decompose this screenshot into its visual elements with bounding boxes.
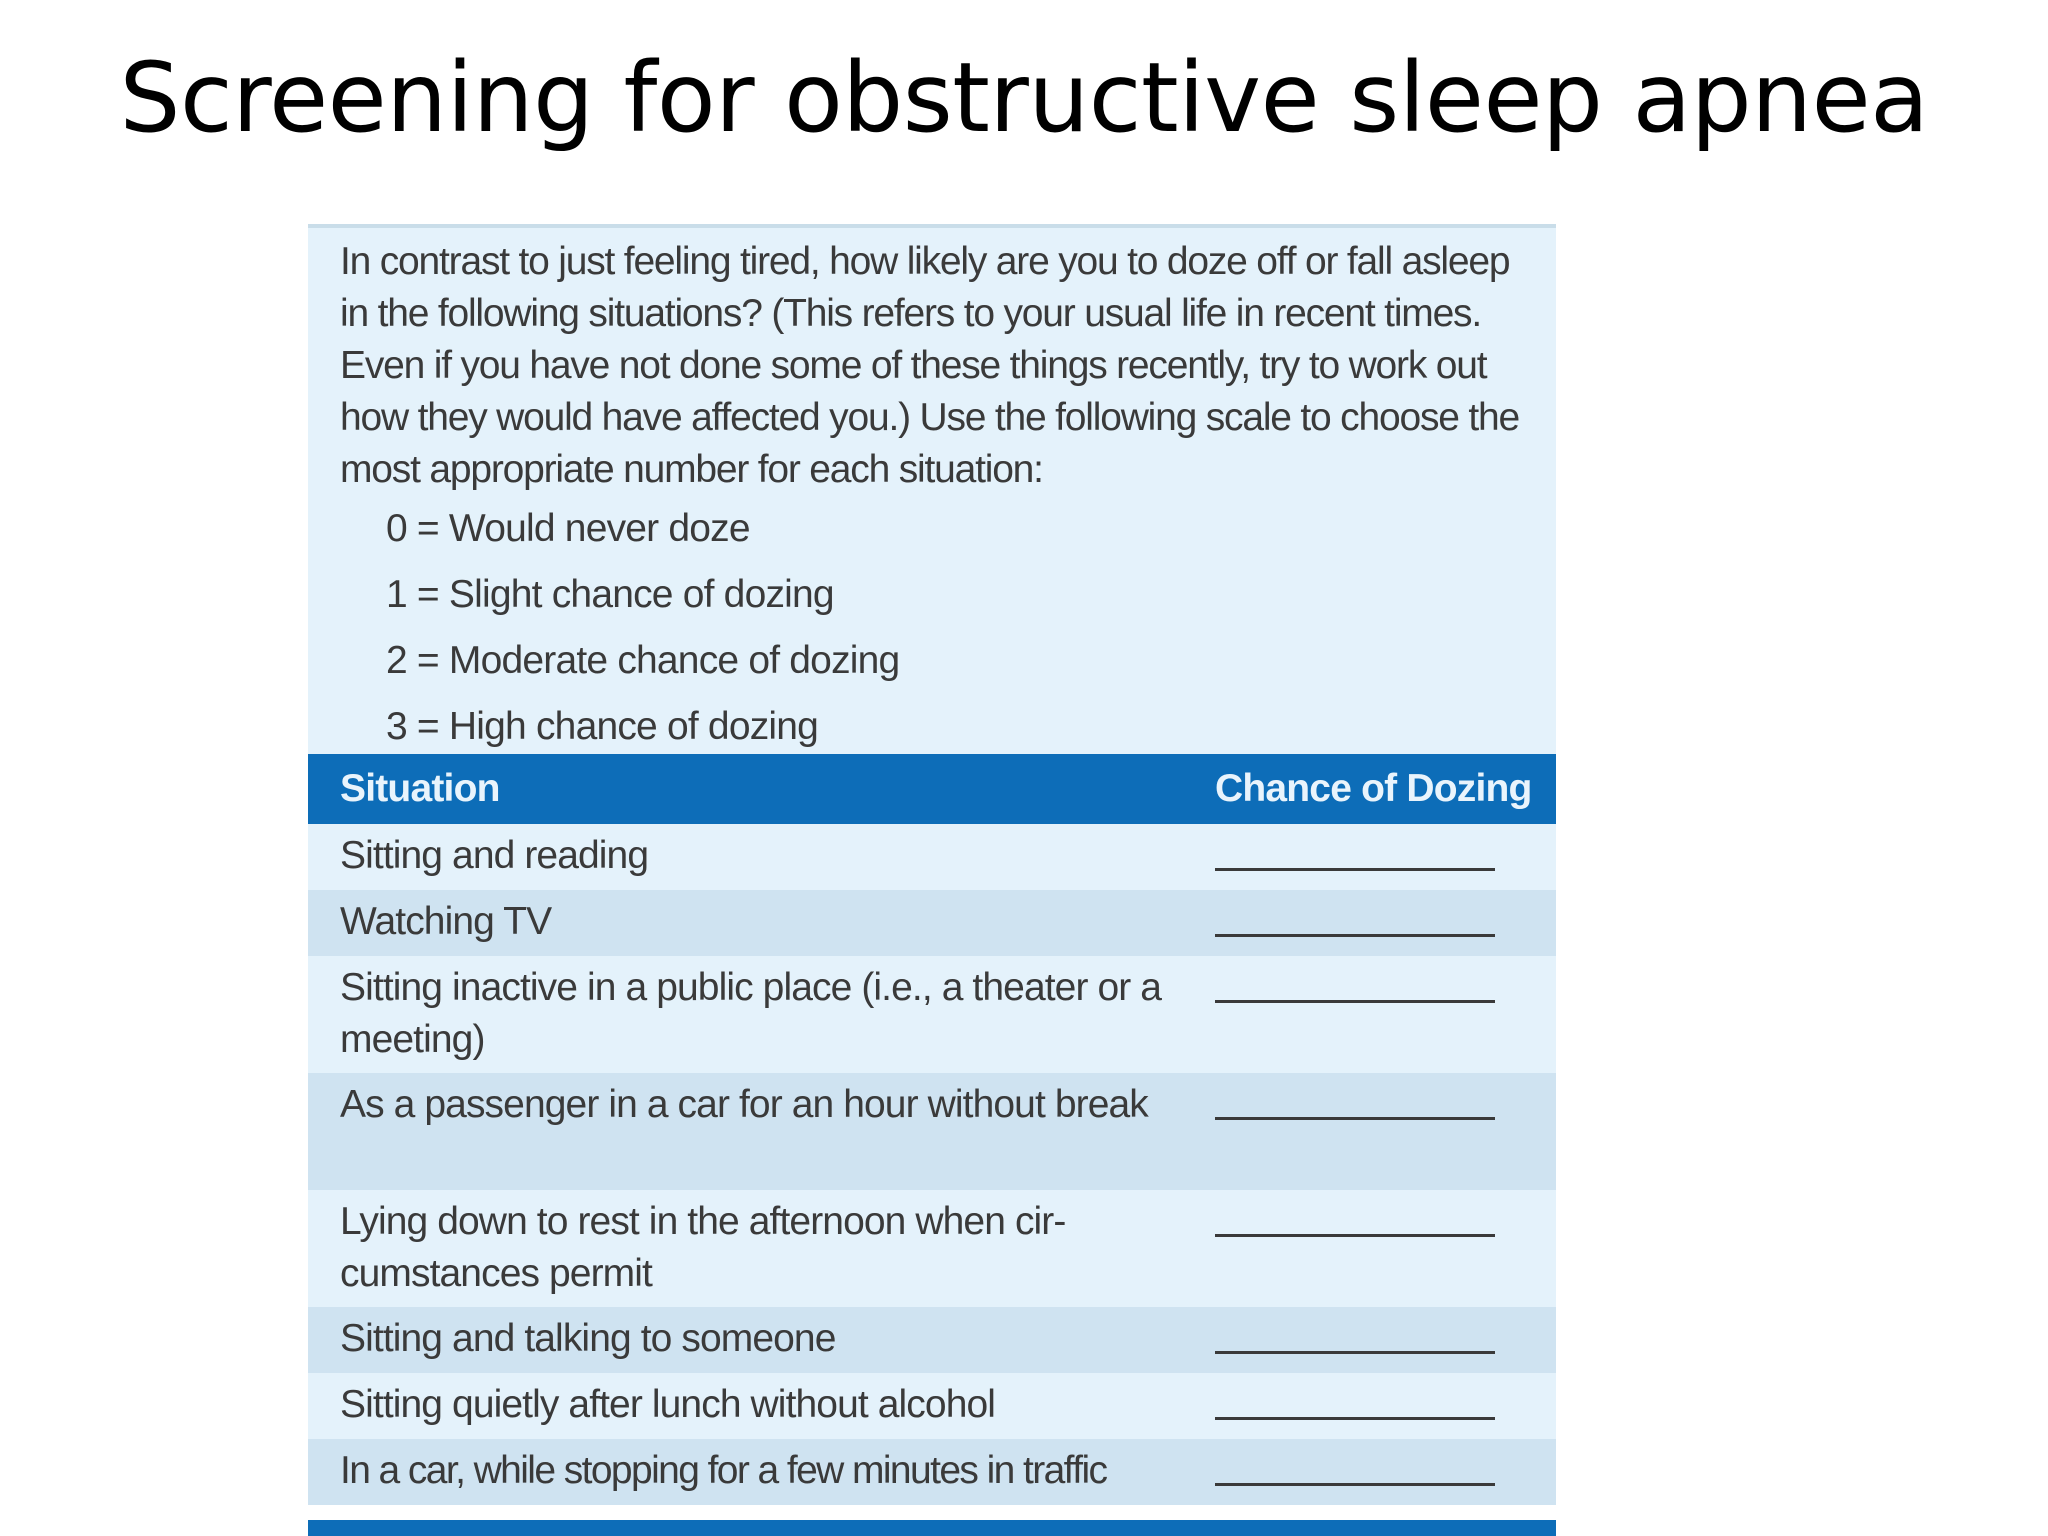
table-row [308,1190,1556,1307]
table-row [308,890,1556,956]
chance-answer-blank[interactable] [1215,1117,1495,1120]
slide-title: Screening for obstructive sleep apnea [119,42,1929,154]
instructions-panel [308,224,1556,754]
column-header-chance-of-dozing: Chance of Dozing [1215,767,1532,810]
situation-label: Sitting inactive in a public place (i.e., a theater or a meeting) [340,966,1162,1061]
situation-label: As a passenger in a car for an hour without break [340,1083,1148,1126]
chance-answer-blank[interactable] [1215,1000,1495,1003]
chance-answer-blank[interactable] [1215,1417,1495,1420]
chance-answer-blank[interactable] [1215,934,1495,937]
situation-label: Sitting and talking to someone [340,1317,836,1360]
situation-label: Sitting quietly after lunch without alcohol [340,1383,996,1426]
dozing-scale [386,496,899,760]
scale-item-3: 3 = High chance of dozing [386,705,819,748]
situation-label: Lying down to rest in the afternoon when cir-cumstances permit [340,1200,1066,1295]
instructions-text: In contrast to just feeling tired, how likely are you to doze off or fall asleep in the following situations? (This refers to your usual life in recent times. Even if you have not done some of these things recently, try to work out how they would have affected you.) Use the following scale to choose the most appropriate number for each situation: [340,240,1519,491]
table-row [308,824,1556,890]
chance-answer-blank[interactable] [1215,1483,1495,1486]
table-bottom-rule [308,1520,1556,1536]
situation-table-body [308,824,1556,1505]
column-header-situation: Situation [340,767,500,810]
situation-label: Watching TV [340,900,552,943]
chance-answer-blank[interactable] [1215,868,1495,871]
epworth-questionnaire [308,224,1556,1536]
chance-answer-blank[interactable] [1215,1234,1495,1237]
table-header [308,754,1556,824]
chance-answer-blank[interactable] [1215,1351,1495,1354]
scale-item-0: 0 = Would never doze [386,507,750,550]
table-row [308,1439,1556,1505]
scale-item-2: 2 = Moderate chance of dozing [386,639,900,682]
situation-label: In a car, while stopping for a few minutes in traffic [340,1449,1107,1492]
table-row [308,1307,1556,1373]
table-row [308,1073,1556,1190]
situation-label: Sitting and reading [340,834,649,877]
table-row [308,1373,1556,1439]
table-row [308,956,1556,1073]
scale-item-1: 1 = Slight chance of dozing [386,573,834,616]
